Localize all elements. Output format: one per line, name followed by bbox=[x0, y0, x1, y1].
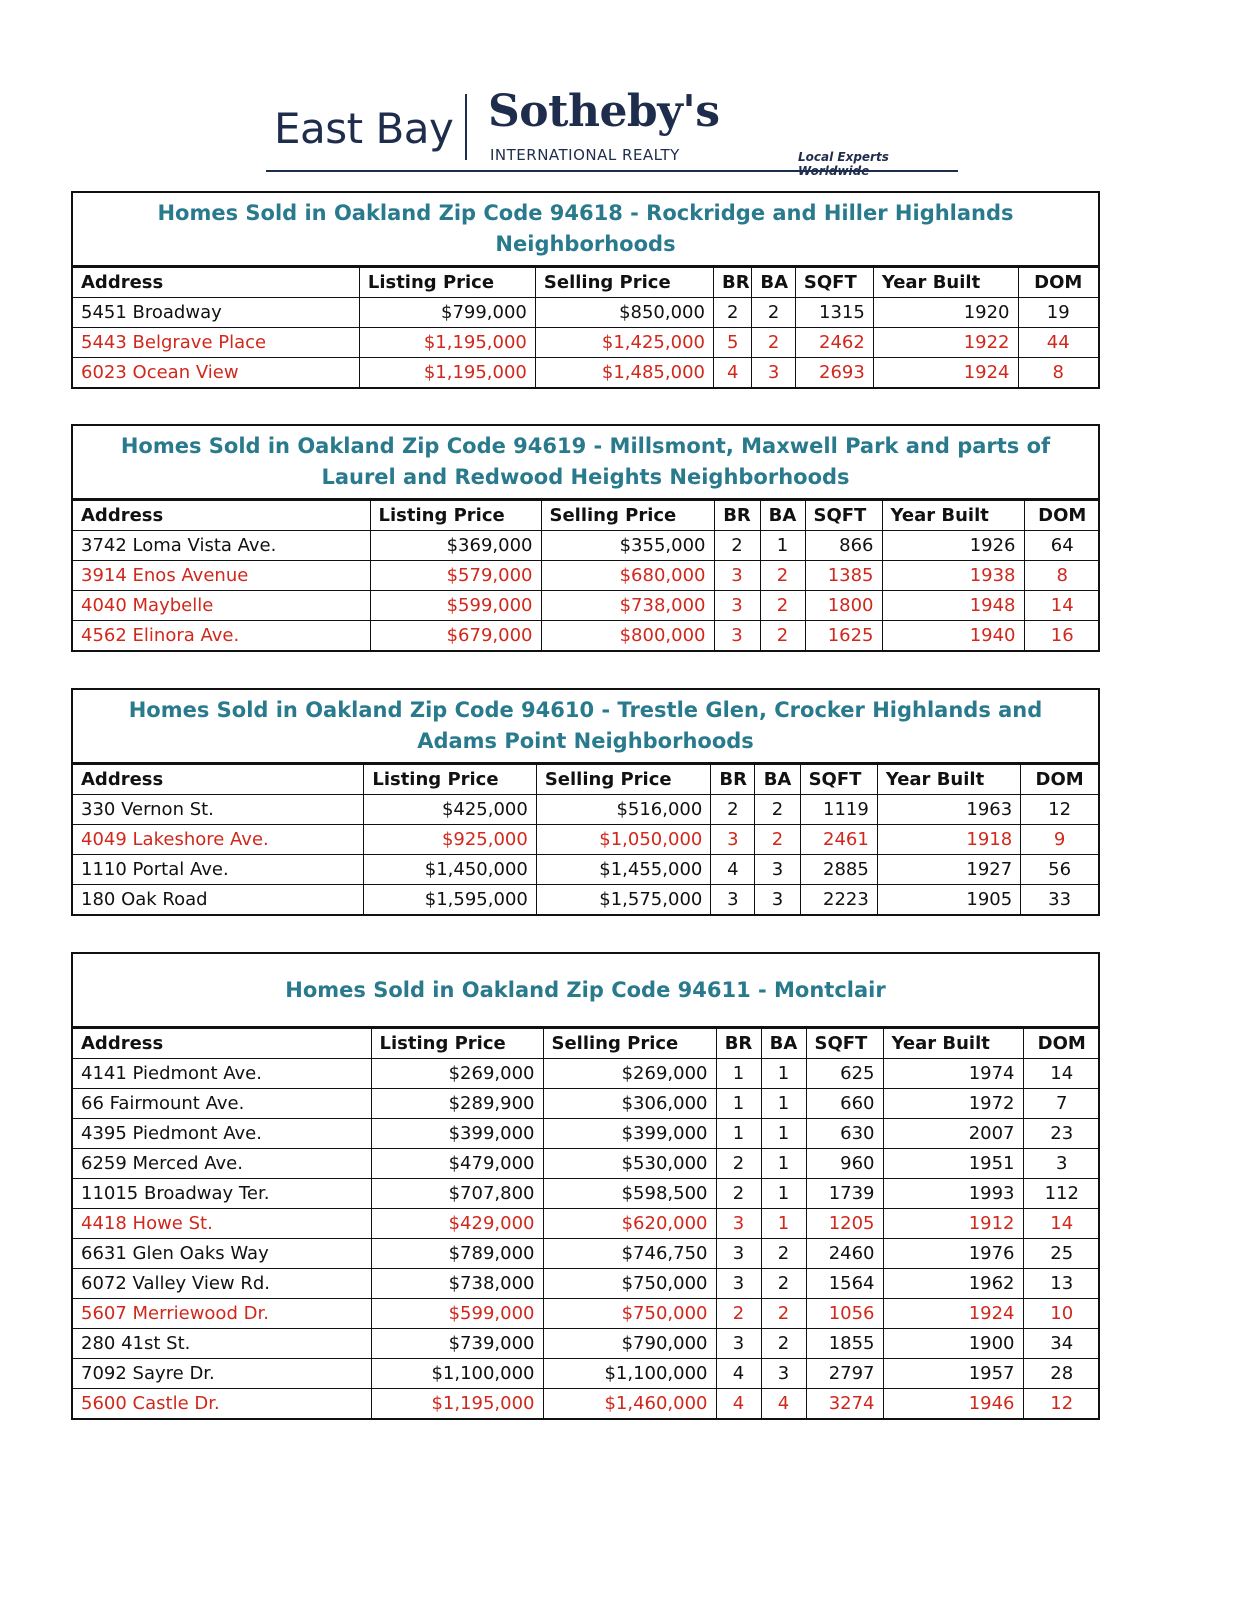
cell-address: 7092 Sayre Dr. bbox=[73, 1359, 371, 1389]
cell-dom: 56 bbox=[1021, 855, 1098, 885]
cell-ba: 2 bbox=[760, 621, 805, 651]
cell-listing-price: $739,000 bbox=[371, 1329, 543, 1359]
cell-br: 2 bbox=[716, 1149, 761, 1179]
cell-dom: 3 bbox=[1023, 1149, 1100, 1179]
cell-listing-price: $738,000 bbox=[371, 1269, 543, 1299]
cell-listing-price: $579,000 bbox=[370, 561, 541, 591]
column-header-sqft: SQFT bbox=[800, 765, 877, 795]
cell-dom: 112 bbox=[1023, 1179, 1100, 1209]
cell-listing-price: $679,000 bbox=[370, 621, 541, 651]
cell-sqft: 1564 bbox=[806, 1269, 883, 1299]
table-row bbox=[73, 591, 1100, 621]
cell-listing-price: $1,450,000 bbox=[364, 855, 537, 885]
cell-listing-price: $429,000 bbox=[371, 1209, 543, 1239]
sales-table bbox=[73, 1028, 1100, 1418]
cell-address: 6072 Valley View Rd. bbox=[73, 1269, 371, 1299]
cell-br: 3 bbox=[716, 1329, 761, 1359]
cell-sqft: 2693 bbox=[795, 358, 873, 388]
column-header-address: Address bbox=[73, 765, 364, 795]
table-row bbox=[73, 1299, 1100, 1329]
cell-year-built: 1938 bbox=[882, 561, 1024, 591]
sales-table-94611 bbox=[71, 952, 1100, 1420]
cell-dom: 16 bbox=[1024, 621, 1100, 651]
cell-address: 4049 Lakeshore Ave. bbox=[73, 825, 364, 855]
column-header-selling-price: Selling Price bbox=[535, 268, 713, 298]
cell-listing-price: $707,800 bbox=[371, 1179, 543, 1209]
header-row bbox=[73, 268, 1098, 298]
cell-year-built: 1920 bbox=[873, 298, 1018, 328]
column-header-sqft: SQFT bbox=[805, 501, 882, 531]
column-header-ba: BA bbox=[760, 501, 805, 531]
cell-sqft: 2460 bbox=[806, 1239, 883, 1269]
cell-address: 280 41st St. bbox=[73, 1329, 371, 1359]
cell-selling-price: $680,000 bbox=[541, 561, 714, 591]
cell-dom: 10 bbox=[1023, 1299, 1100, 1329]
cell-ba: 4 bbox=[761, 1389, 806, 1419]
cell-year-built: 1976 bbox=[883, 1239, 1023, 1269]
cell-sqft: 2461 bbox=[800, 825, 877, 855]
table-row bbox=[73, 531, 1100, 561]
cell-dom: 25 bbox=[1023, 1239, 1100, 1269]
cell-dom: 33 bbox=[1021, 885, 1098, 915]
column-header-address: Address bbox=[73, 1029, 371, 1059]
cell-listing-price: $425,000 bbox=[364, 795, 537, 825]
column-header-ba: BA bbox=[761, 1029, 806, 1059]
cell-year-built: 1926 bbox=[882, 531, 1024, 561]
column-header-dom: DOM bbox=[1024, 501, 1100, 531]
cell-selling-price: $790,000 bbox=[543, 1329, 716, 1359]
cell-dom: 14 bbox=[1023, 1209, 1100, 1239]
cell-selling-price: $750,000 bbox=[543, 1299, 716, 1329]
cell-address: 4562 Elinora Ave. bbox=[73, 621, 370, 651]
cell-dom: 28 bbox=[1023, 1359, 1100, 1389]
cell-year-built: 1924 bbox=[883, 1299, 1023, 1329]
cell-listing-price: $599,000 bbox=[370, 591, 541, 621]
table-row bbox=[73, 825, 1098, 855]
column-header-ba: BA bbox=[752, 268, 796, 298]
cell-sqft: 960 bbox=[806, 1149, 883, 1179]
brand-logo bbox=[266, 88, 958, 178]
cell-dom: 14 bbox=[1024, 591, 1100, 621]
cell-ba: 2 bbox=[761, 1269, 806, 1299]
cell-br: 2 bbox=[716, 1179, 761, 1209]
cell-selling-price: $1,455,000 bbox=[536, 855, 711, 885]
cell-br: 1 bbox=[716, 1119, 761, 1149]
cell-listing-price: $1,195,000 bbox=[371, 1389, 543, 1419]
cell-listing-price: $369,000 bbox=[370, 531, 541, 561]
cell-ba: 1 bbox=[761, 1149, 806, 1179]
cell-listing-price: $789,000 bbox=[371, 1239, 543, 1269]
table-row bbox=[73, 298, 1098, 328]
cell-address: 4040 Maybelle bbox=[73, 591, 370, 621]
cell-year-built: 1922 bbox=[873, 328, 1018, 358]
cell-listing-price: $1,595,000 bbox=[364, 885, 537, 915]
cell-selling-price: $1,050,000 bbox=[536, 825, 711, 855]
table-title: Homes Sold in Oakland Zip Code 94618 - Rockridge and Hiller Highlands Neighborhoods bbox=[73, 193, 1098, 267]
cell-address: 1110 Portal Ave. bbox=[73, 855, 364, 885]
column-header-listing-price: Listing Price bbox=[364, 765, 537, 795]
table-row bbox=[73, 1359, 1100, 1389]
cell-dom: 9 bbox=[1021, 825, 1098, 855]
cell-ba: 2 bbox=[752, 298, 796, 328]
cell-year-built: 1993 bbox=[883, 1179, 1023, 1209]
table-row bbox=[73, 795, 1098, 825]
cell-selling-price: $620,000 bbox=[543, 1209, 716, 1239]
cell-br: 3 bbox=[714, 591, 760, 621]
logo-international-realty: INTERNATIONAL REALTY bbox=[490, 146, 680, 164]
column-header-listing-price: Listing Price bbox=[371, 1029, 543, 1059]
column-header-selling-price: Selling Price bbox=[543, 1029, 716, 1059]
cell-selling-price: $1,100,000 bbox=[543, 1359, 716, 1389]
header-row bbox=[73, 501, 1100, 531]
column-header-address: Address bbox=[73, 268, 359, 298]
cell-listing-price: $1,100,000 bbox=[371, 1359, 543, 1389]
cell-selling-price: $516,000 bbox=[536, 795, 711, 825]
cell-selling-price: $1,575,000 bbox=[536, 885, 711, 915]
table-title: Homes Sold in Oakland Zip Code 94619 - Millsmont, Maxwell Park and parts of Laurel and Redwood Heights Neighborhoods bbox=[73, 426, 1098, 500]
cell-dom: 64 bbox=[1024, 531, 1100, 561]
cell-sqft: 1800 bbox=[805, 591, 882, 621]
logo-east-bay: East Bay bbox=[274, 104, 454, 153]
column-header-year-built: Year Built bbox=[883, 1029, 1023, 1059]
table-title: Homes Sold in Oakland Zip Code 94610 - Trestle Glen, Crocker Highlands and Adams Point Neighborhoods bbox=[73, 690, 1098, 764]
cell-address: 5443 Belgrave Place bbox=[73, 328, 359, 358]
cell-listing-price: $269,000 bbox=[371, 1059, 543, 1089]
cell-address: 3742 Loma Vista Ave. bbox=[73, 531, 370, 561]
cell-sqft: 3274 bbox=[806, 1389, 883, 1419]
column-header-year-built: Year Built bbox=[873, 268, 1018, 298]
cell-address: 330 Vernon St. bbox=[73, 795, 364, 825]
cell-br: 3 bbox=[716, 1269, 761, 1299]
column-header-address: Address bbox=[73, 501, 370, 531]
cell-listing-price: $799,000 bbox=[359, 298, 535, 328]
cell-address: 4418 Howe St. bbox=[73, 1209, 371, 1239]
cell-selling-price: $850,000 bbox=[535, 298, 713, 328]
cell-listing-price: $599,000 bbox=[371, 1299, 543, 1329]
cell-sqft: 1625 bbox=[805, 621, 882, 651]
cell-ba: 2 bbox=[752, 328, 796, 358]
table-row bbox=[73, 1149, 1100, 1179]
cell-ba: 2 bbox=[761, 1239, 806, 1269]
cell-listing-price: $399,000 bbox=[371, 1119, 543, 1149]
logo-sothebys: Sotheby's bbox=[488, 86, 720, 137]
cell-address: 4141 Piedmont Ave. bbox=[73, 1059, 371, 1089]
table-row bbox=[73, 855, 1098, 885]
cell-br: 3 bbox=[716, 1209, 761, 1239]
cell-br: 1 bbox=[716, 1089, 761, 1119]
table-row bbox=[73, 1239, 1100, 1269]
cell-br: 4 bbox=[716, 1359, 761, 1389]
cell-address: 5451 Broadway bbox=[73, 298, 359, 328]
sales-table-94618 bbox=[71, 191, 1100, 389]
cell-sqft: 866 bbox=[805, 531, 882, 561]
cell-sqft: 630 bbox=[806, 1119, 883, 1149]
sales-table-94610 bbox=[71, 688, 1100, 916]
cell-selling-price: $750,000 bbox=[543, 1269, 716, 1299]
cell-ba: 1 bbox=[761, 1059, 806, 1089]
cell-dom: 14 bbox=[1023, 1059, 1100, 1089]
cell-year-built: 1900 bbox=[883, 1329, 1023, 1359]
cell-ba: 2 bbox=[755, 825, 800, 855]
cell-dom: 8 bbox=[1018, 358, 1098, 388]
cell-dom: 19 bbox=[1018, 298, 1098, 328]
column-header-selling-price: Selling Price bbox=[541, 501, 714, 531]
table-row bbox=[73, 1089, 1100, 1119]
cell-selling-price: $306,000 bbox=[543, 1089, 716, 1119]
table-row bbox=[73, 1389, 1100, 1419]
cell-selling-price: $399,000 bbox=[543, 1119, 716, 1149]
sales-table bbox=[73, 764, 1098, 914]
cell-year-built: 1951 bbox=[883, 1149, 1023, 1179]
cell-address: 3914 Enos Avenue bbox=[73, 561, 370, 591]
cell-dom: 23 bbox=[1023, 1119, 1100, 1149]
cell-ba: 1 bbox=[760, 531, 805, 561]
cell-ba: 2 bbox=[761, 1299, 806, 1329]
cell-ba: 2 bbox=[761, 1329, 806, 1359]
table-row bbox=[73, 1209, 1100, 1239]
cell-br: 3 bbox=[711, 885, 755, 915]
cell-dom: 44 bbox=[1018, 328, 1098, 358]
cell-selling-price: $1,460,000 bbox=[543, 1389, 716, 1419]
cell-address: 180 Oak Road bbox=[73, 885, 364, 915]
cell-selling-price: $800,000 bbox=[541, 621, 714, 651]
column-header-sqft: SQFT bbox=[806, 1029, 883, 1059]
cell-sqft: 660 bbox=[806, 1089, 883, 1119]
cell-dom: 34 bbox=[1023, 1329, 1100, 1359]
cell-br: 2 bbox=[716, 1299, 761, 1329]
cell-sqft: 2885 bbox=[800, 855, 877, 885]
cell-br: 2 bbox=[711, 795, 755, 825]
sales-table-94619 bbox=[71, 424, 1100, 652]
table-row bbox=[73, 1329, 1100, 1359]
cell-sqft: 1056 bbox=[806, 1299, 883, 1329]
column-header-year-built: Year Built bbox=[882, 501, 1024, 531]
cell-year-built: 1924 bbox=[873, 358, 1018, 388]
cell-address: 6631 Glen Oaks Way bbox=[73, 1239, 371, 1269]
column-header-br: BR bbox=[714, 501, 760, 531]
column-header-dom: DOM bbox=[1018, 268, 1098, 298]
table-row bbox=[73, 1269, 1100, 1299]
cell-listing-price: $925,000 bbox=[364, 825, 537, 855]
cell-sqft: 2462 bbox=[795, 328, 873, 358]
cell-selling-price: $1,485,000 bbox=[535, 358, 713, 388]
cell-ba: 1 bbox=[761, 1179, 806, 1209]
cell-year-built: 1957 bbox=[883, 1359, 1023, 1389]
logo-underline bbox=[266, 170, 958, 172]
cell-ba: 1 bbox=[761, 1119, 806, 1149]
logo-tagline: Local Experts bbox=[798, 150, 889, 164]
logo-divider bbox=[465, 94, 467, 160]
cell-address: 6259 Merced Ave. bbox=[73, 1149, 371, 1179]
cell-dom: 7 bbox=[1023, 1089, 1100, 1119]
sales-table bbox=[73, 267, 1098, 387]
cell-br: 4 bbox=[711, 855, 755, 885]
cell-selling-price: $1,425,000 bbox=[535, 328, 713, 358]
cell-br: 4 bbox=[713, 358, 751, 388]
cell-sqft: 2797 bbox=[806, 1359, 883, 1389]
cell-br: 2 bbox=[714, 531, 760, 561]
table-row bbox=[73, 1179, 1100, 1209]
column-header-selling-price: Selling Price bbox=[536, 765, 711, 795]
column-header-listing-price: Listing Price bbox=[370, 501, 541, 531]
cell-listing-price: $1,195,000 bbox=[359, 328, 535, 358]
cell-year-built: 1972 bbox=[883, 1089, 1023, 1119]
cell-address: 5607 Merriewood Dr. bbox=[73, 1299, 371, 1329]
cell-year-built: 1927 bbox=[877, 855, 1020, 885]
header-row bbox=[73, 1029, 1100, 1059]
cell-listing-price: $479,000 bbox=[371, 1149, 543, 1179]
column-header-br: BR bbox=[711, 765, 755, 795]
cell-ba: 3 bbox=[761, 1359, 806, 1389]
cell-ba: 3 bbox=[755, 885, 800, 915]
cell-year-built: 1905 bbox=[877, 885, 1020, 915]
cell-selling-price: $738,000 bbox=[541, 591, 714, 621]
cell-br: 4 bbox=[716, 1389, 761, 1419]
cell-ba: 2 bbox=[760, 561, 805, 591]
cell-address: 11015 Broadway Ter. bbox=[73, 1179, 371, 1209]
cell-br: 3 bbox=[711, 825, 755, 855]
cell-address: 66 Fairmount Ave. bbox=[73, 1089, 371, 1119]
cell-year-built: 1918 bbox=[877, 825, 1020, 855]
cell-selling-price: $355,000 bbox=[541, 531, 714, 561]
cell-year-built: 1940 bbox=[882, 621, 1024, 651]
cell-sqft: 1385 bbox=[805, 561, 882, 591]
cell-ba: 2 bbox=[760, 591, 805, 621]
cell-selling-price: $269,000 bbox=[543, 1059, 716, 1089]
cell-sqft: 2223 bbox=[800, 885, 877, 915]
cell-br: 3 bbox=[714, 561, 760, 591]
column-header-br: BR bbox=[713, 268, 751, 298]
column-header-ba: BA bbox=[755, 765, 800, 795]
header-row bbox=[73, 765, 1098, 795]
sales-table bbox=[73, 500, 1100, 650]
cell-year-built: 2007 bbox=[883, 1119, 1023, 1149]
cell-address: 5600 Castle Dr. bbox=[73, 1389, 371, 1419]
cell-ba: 2 bbox=[755, 795, 800, 825]
column-header-dom: DOM bbox=[1023, 1029, 1100, 1059]
column-header-dom: DOM bbox=[1021, 765, 1098, 795]
cell-listing-price: $289,900 bbox=[371, 1089, 543, 1119]
table-row bbox=[73, 328, 1098, 358]
cell-ba: 1 bbox=[761, 1209, 806, 1239]
cell-sqft: 1205 bbox=[806, 1209, 883, 1239]
column-header-listing-price: Listing Price bbox=[359, 268, 535, 298]
table-row bbox=[73, 358, 1098, 388]
table-row bbox=[73, 561, 1100, 591]
cell-year-built: 1948 bbox=[882, 591, 1024, 621]
cell-dom: 13 bbox=[1023, 1269, 1100, 1299]
cell-br: 3 bbox=[714, 621, 760, 651]
column-header-sqft: SQFT bbox=[795, 268, 873, 298]
table-row bbox=[73, 1119, 1100, 1149]
cell-selling-price: $598,500 bbox=[543, 1179, 716, 1209]
cell-br: 3 bbox=[716, 1239, 761, 1269]
table-row bbox=[73, 885, 1098, 915]
cell-dom: 12 bbox=[1021, 795, 1098, 825]
cell-year-built: 1962 bbox=[883, 1269, 1023, 1299]
cell-ba: 3 bbox=[752, 358, 796, 388]
cell-sqft: 625 bbox=[806, 1059, 883, 1089]
cell-ba: 3 bbox=[755, 855, 800, 885]
cell-year-built: 1974 bbox=[883, 1059, 1023, 1089]
cell-year-built: 1963 bbox=[877, 795, 1020, 825]
cell-sqft: 1315 bbox=[795, 298, 873, 328]
cell-br: 2 bbox=[713, 298, 751, 328]
cell-selling-price: $530,000 bbox=[543, 1149, 716, 1179]
cell-selling-price: $746,750 bbox=[543, 1239, 716, 1269]
cell-sqft: 1119 bbox=[800, 795, 877, 825]
cell-sqft: 1739 bbox=[806, 1179, 883, 1209]
cell-year-built: 1912 bbox=[883, 1209, 1023, 1239]
cell-dom: 12 bbox=[1023, 1389, 1100, 1419]
cell-sqft: 1855 bbox=[806, 1329, 883, 1359]
cell-br: 5 bbox=[713, 328, 751, 358]
column-header-year-built: Year Built bbox=[877, 765, 1020, 795]
cell-year-built: 1946 bbox=[883, 1389, 1023, 1419]
column-header-br: BR bbox=[716, 1029, 761, 1059]
cell-ba: 1 bbox=[761, 1089, 806, 1119]
cell-listing-price: $1,195,000 bbox=[359, 358, 535, 388]
table-row bbox=[73, 621, 1100, 651]
cell-address: 6023 Ocean View bbox=[73, 358, 359, 388]
cell-br: 1 bbox=[716, 1059, 761, 1089]
table-row bbox=[73, 1059, 1100, 1089]
table-title: Homes Sold in Oakland Zip Code 94611 - Montclair bbox=[73, 954, 1098, 1028]
cell-address: 4395 Piedmont Ave. bbox=[73, 1119, 371, 1149]
cell-dom: 8 bbox=[1024, 561, 1100, 591]
